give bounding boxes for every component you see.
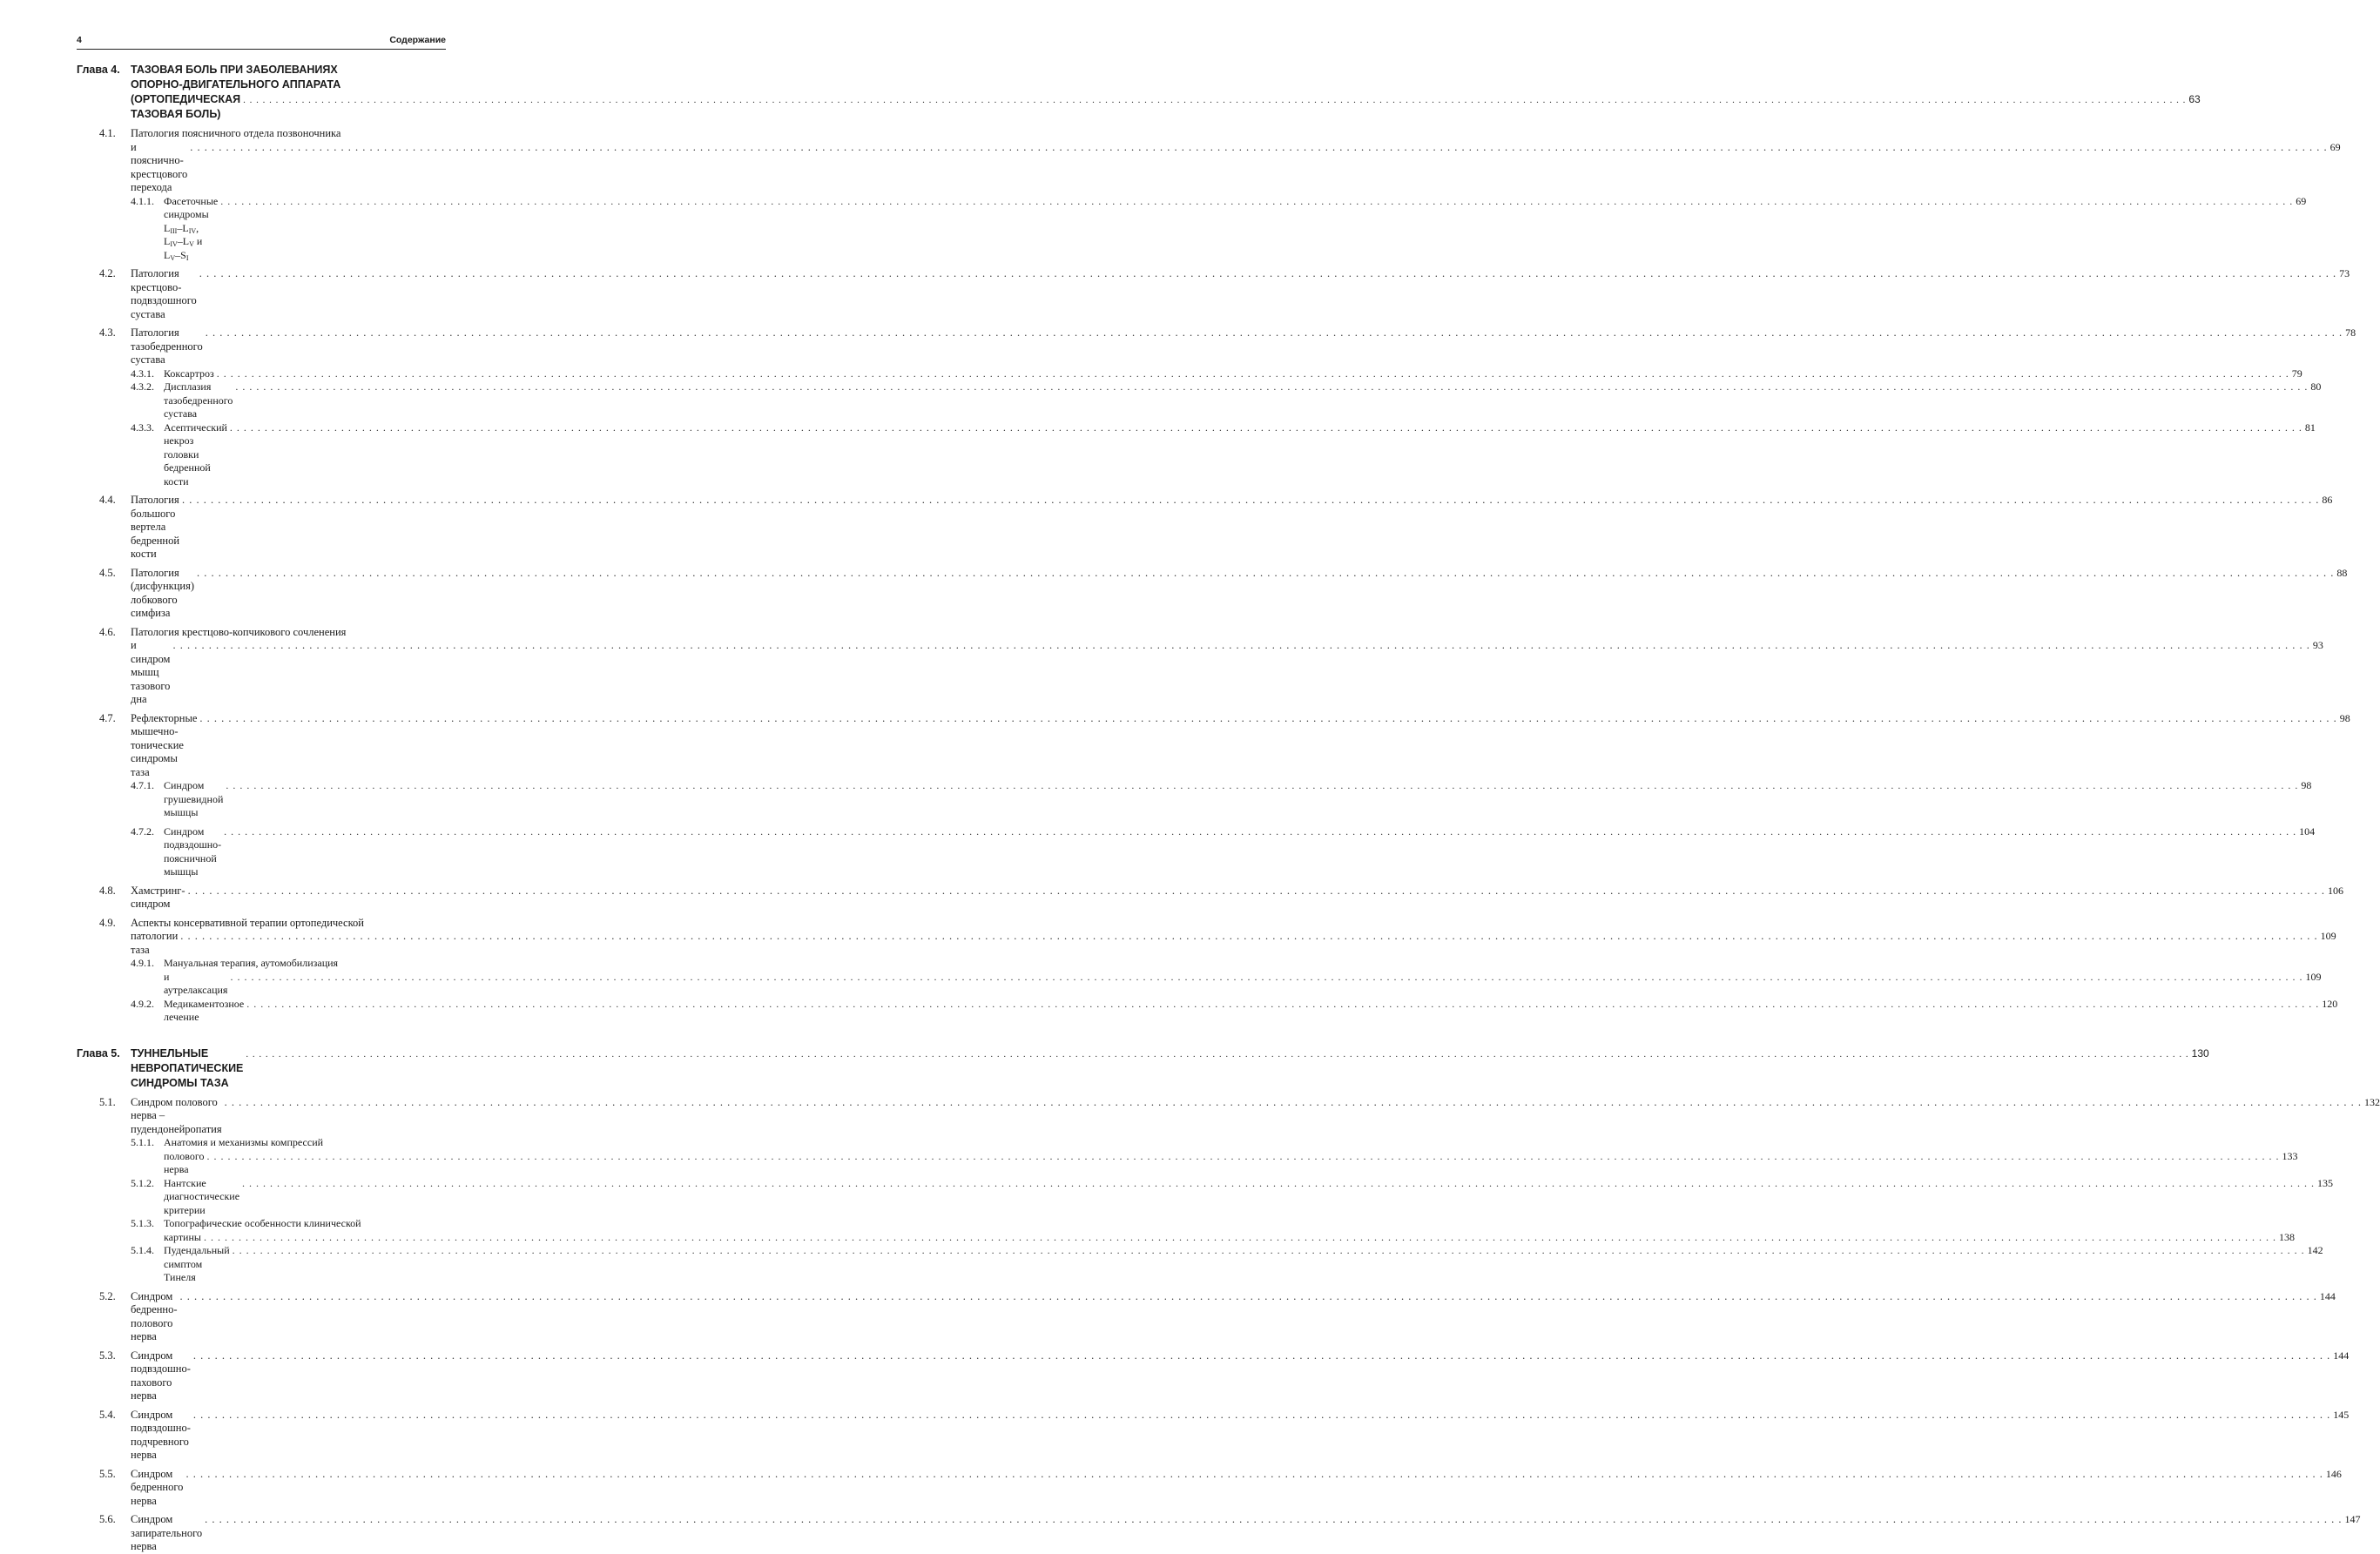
- section-number: 4.7.: [99, 711, 116, 724]
- chapter-title-line: ОПОРНО-ДВИГАТЕЛЬНОГО АППАРАТА: [131, 78, 341, 91]
- entry-title: Рефлекторные мышечно-тонические синдромы таза: [131, 711, 198, 778]
- dot-leader: [235, 380, 2308, 394]
- toc-entry-5-3[interactable]: [77, 1349, 2350, 1403]
- page-ref: 132: [2363, 1095, 2380, 1108]
- entry-title: Нантские диагностические критерии: [164, 1176, 240, 1216]
- section-number: 4.9.2.: [131, 997, 154, 1010]
- entry-title-line: Патология крестцово-копчикового сочленения: [131, 625, 347, 638]
- section-number: 4.7.1.: [131, 779, 154, 791]
- page-ref: 135: [2317, 1176, 2334, 1189]
- page-ref: 144: [2319, 1289, 2336, 1302]
- running-title: Содержание: [389, 35, 446, 45]
- dot-leader: [185, 1468, 2323, 1482]
- dot-leader: [246, 1047, 2188, 1062]
- dot-leader: [199, 712, 2336, 726]
- toc-entry-4-6[interactable]: [77, 625, 2323, 707]
- entry-title-line: Аспекты консервативной терапии ортопедической: [131, 916, 364, 929]
- entry-title-line: Патология поясничного отдела позвоночника: [131, 127, 341, 139]
- toc-entry-5-1-4[interactable]: [77, 1244, 2323, 1285]
- entry-title: Патология (дисфункция) лобкового симфиза: [131, 566, 195, 619]
- page-ref: 81: [2304, 420, 2316, 434]
- section-number: 4.3.3.: [131, 420, 154, 434]
- dot-leader: [224, 825, 2296, 839]
- chapter-label: Глава 5.: [77, 1046, 120, 1060]
- dot-leader: [190, 141, 2327, 155]
- dot-leader: [182, 494, 2319, 508]
- section-number: 5.1.: [99, 1095, 116, 1108]
- toc-entry-4-8[interactable]: [77, 884, 2343, 912]
- toc-entry-4-7-1[interactable]: [77, 779, 2312, 820]
- toc-entry-5-1-1[interactable]: [77, 1136, 2298, 1177]
- section-number: 5.3.: [99, 1349, 116, 1362]
- page-ref: 79: [2291, 367, 2302, 380]
- entry-title: Фасеточные синдромы $L_{III}-L_{IV}$, $L_{IV}-L_V$ и $L_V-S_I$: [164, 194, 219, 262]
- toc-entry-5-1-2[interactable]: [77, 1176, 2334, 1218]
- chapter-title-line: ТУННЕЛЬНЫЕ НЕВРОПАТИЧЕСКИЕ СИНДРОМЫ ТАЗА: [131, 1046, 244, 1089]
- page-number: 4: [77, 35, 82, 45]
- running-header: [77, 35, 446, 45]
- entry-title-line: и синдром мышц тазового дна: [131, 639, 171, 705]
- section-number: 5.4.: [99, 1408, 116, 1421]
- section-number: 4.3.: [99, 326, 116, 339]
- entry-title: Синдром подвздошно-пахового нерва: [131, 1349, 191, 1402]
- dot-leader: [172, 639, 2309, 653]
- toc-entry-4-9-1[interactable]: [77, 957, 2322, 998]
- entry-title: Синдром подвздошно-поясничной мышцы: [164, 824, 222, 878]
- section-number: 4.3.2.: [131, 380, 154, 393]
- table-of-contents: [77, 63, 2380, 1554]
- entry-title-line: Топографические особенности клинической: [164, 1217, 361, 1229]
- entry-title: Пудендальный симптом Тинеля: [164, 1244, 230, 1283]
- header-rule: [77, 49, 446, 50]
- page-ref: 69: [2329, 140, 2341, 153]
- entry-title: Дисплазия тазобедренного сустава: [164, 380, 233, 420]
- page-ref: 133: [2282, 1149, 2298, 1162]
- dot-leader: [217, 367, 2289, 381]
- entry-title: Синдром запирательного нерва: [131, 1513, 203, 1552]
- chapter-title-line: (ОРТОПЕДИЧЕСКАЯ ТАЗОВАЯ БОЛЬ): [131, 93, 241, 120]
- section-number: 4.8.: [99, 884, 116, 897]
- chapter-label: Глава 4.: [77, 64, 120, 76]
- toc-entry-5-4[interactable]: [77, 1408, 2350, 1463]
- page-ref: 130: [2191, 1046, 2209, 1060]
- dot-leader: [193, 1349, 2330, 1363]
- section-number: 4.9.1.: [131, 957, 154, 969]
- section-number: 4.4.: [99, 494, 116, 506]
- toc-entry-4-7[interactable]: [77, 711, 2350, 780]
- toc-entry-5-2[interactable]: [77, 1289, 2336, 1344]
- toc-entry-4-1-1[interactable]: [77, 194, 2307, 263]
- dot-leader: [243, 93, 2186, 108]
- page-ref: 109: [2305, 970, 2322, 983]
- entry-title-line: картины: [164, 1230, 201, 1243]
- page-ref: 146: [2325, 1467, 2342, 1480]
- section-number: 5.1.4.: [131, 1244, 154, 1256]
- entry-title: Патология крестцово-подвздошного сустава: [131, 267, 197, 320]
- dot-leader: [230, 971, 2302, 985]
- entry-title: Синдром полового нерва – пудендонейропатия: [131, 1095, 222, 1135]
- section-number: 4.3.1.: [131, 367, 154, 380]
- section-number: 4.2.: [99, 267, 116, 279]
- toc-entry-5-1-3[interactable]: [77, 1217, 2295, 1244]
- section-number: 5.1.3.: [131, 1217, 154, 1229]
- dot-leader: [206, 326, 2343, 340]
- page-ref: 93: [2312, 639, 2323, 651]
- entry-title: Синдром грушевидной мышцы: [164, 779, 224, 818]
- dot-leader: [242, 1177, 2315, 1191]
- entry-title: Синдром бедренно-полового нерва: [131, 1289, 178, 1342]
- toc-entry-5-5[interactable]: [77, 1467, 2342, 1509]
- entry-title-line: Анатомия и механизмы компрессий: [164, 1136, 324, 1148]
- page-ref: 98: [2301, 779, 2312, 791]
- page-ref: 144: [2333, 1349, 2350, 1362]
- page-ref: 142: [2307, 1244, 2323, 1256]
- page-ref: 104: [2299, 824, 2316, 838]
- entry-title-line: и аутрелаксация: [164, 970, 228, 996]
- toc-entry-5-1[interactable]: [77, 1095, 2380, 1137]
- entry-title: Патология тазобедренного сустава: [131, 326, 203, 366]
- entry-title: Синдром подвздошно-подчревного нерва: [131, 1408, 191, 1461]
- page-ref: 147: [2344, 1513, 2361, 1525]
- section-number: 4.7.2.: [131, 824, 154, 838]
- section-number: 5.2.: [99, 1289, 116, 1302]
- dot-leader: [188, 885, 2325, 898]
- page-ref: 88: [2336, 566, 2348, 579]
- page-ref: 106: [2327, 884, 2343, 897]
- toc-entry-4-5[interactable]: [77, 566, 2348, 621]
- page-ref: 98: [2339, 711, 2350, 724]
- dot-leader: [220, 195, 2293, 209]
- page-ref: 69: [2296, 194, 2307, 207]
- toc-entry-4-9-2[interactable]: [77, 997, 2338, 1025]
- dot-leader: [180, 1290, 2317, 1304]
- entry-title-line: Мануальная терапия, аутомобилизация: [164, 957, 339, 969]
- toc-entry-4-9[interactable]: [77, 916, 2336, 958]
- toc-entry-4-7-2[interactable]: [77, 824, 2316, 879]
- page-ref: 145: [2333, 1408, 2350, 1421]
- section-number: 4.1.: [99, 127, 116, 139]
- section-number: 5.1.2.: [131, 1176, 154, 1189]
- dot-leader: [246, 998, 2319, 1012]
- section-number: 4.9.: [99, 916, 116, 929]
- toc-entry-4-3[interactable]: [77, 326, 2356, 367]
- toc-entry-5-6[interactable]: [77, 1513, 2361, 1554]
- entry-title: Синдром бедренного нерва: [131, 1467, 184, 1507]
- toc-entry-4-1[interactable]: [77, 127, 2341, 195]
- section-number: 4.1.1.: [131, 194, 154, 207]
- chapter-5-heading[interactable]: [77, 1046, 2209, 1091]
- entry-title: Асептический некроз головки бедренной кости: [164, 420, 227, 488]
- dot-leader: [206, 1150, 2279, 1164]
- section-number: 5.5.: [99, 1467, 116, 1480]
- dot-leader: [226, 779, 2298, 793]
- page-ref: 138: [2278, 1230, 2295, 1243]
- dot-leader: [193, 1409, 2330, 1423]
- dot-leader: [230, 421, 2302, 435]
- dot-leader: [233, 1244, 2305, 1258]
- dot-leader: [205, 1513, 2342, 1527]
- entry-title-line: и пояснично-крестцового перехода: [131, 140, 188, 193]
- dot-leader: [225, 1096, 2362, 1110]
- toc-entry-4-3-1[interactable]: [77, 367, 2302, 381]
- section-number: 4.6.: [99, 625, 116, 638]
- page-ref: 73: [2339, 267, 2350, 279]
- entry-title: Патология большого вертела бедренной кости: [131, 494, 180, 560]
- section-number: 5.6.: [99, 1513, 116, 1525]
- toc-entry-4-2[interactable]: [77, 267, 2350, 321]
- entry-title-line: полового нерва: [164, 1149, 205, 1175]
- entry-title: Хамстринг-синдром: [131, 884, 185, 910]
- page-ref: 63: [2188, 93, 2201, 105]
- section-number: 5.1.1.: [131, 1136, 154, 1148]
- entry-title: Медикаментозное лечение: [164, 997, 245, 1023]
- toc-entry-4-4[interactable]: [77, 494, 2333, 562]
- dot-leader: [204, 1231, 2276, 1245]
- dot-leader: [197, 567, 2334, 581]
- page-ref: 78: [2345, 326, 2356, 339]
- entry-title-line: патологии таза: [131, 930, 179, 956]
- page-ref: 109: [2320, 930, 2336, 942]
- page-ref: 86: [2322, 494, 2333, 506]
- section-number: 4.5.: [99, 566, 116, 579]
- dot-leader: [180, 930, 2317, 944]
- page-ref: 120: [2322, 997, 2338, 1010]
- entry-title: Коксартроз: [164, 367, 214, 380]
- page-ref: 80: [2310, 380, 2322, 393]
- toc-entry-4-3-2[interactable]: [77, 380, 2322, 421]
- chapter-title-line: ТАЗОВАЯ БОЛЬ ПРИ ЗАБОЛЕВАНИЯХ: [131, 64, 338, 76]
- chapter-4-heading[interactable]: [77, 63, 2201, 122]
- dot-leader: [199, 267, 2336, 281]
- toc-entry-4-3-3[interactable]: [77, 420, 2316, 489]
